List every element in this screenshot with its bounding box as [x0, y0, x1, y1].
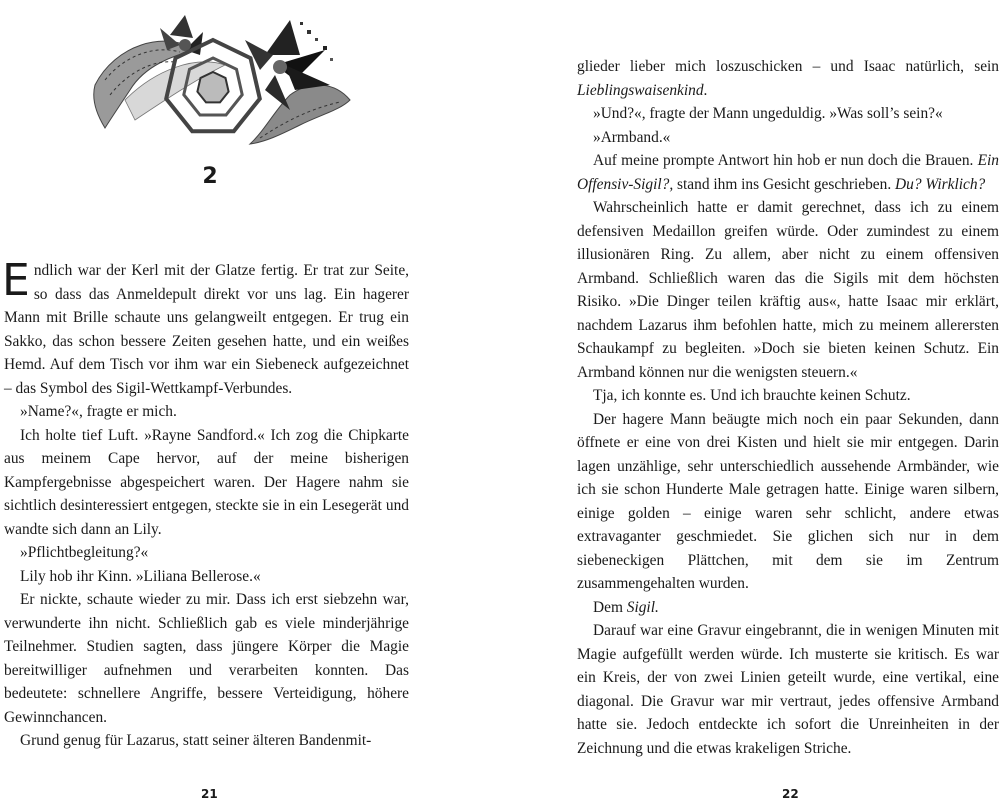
- paragraph: »Pflichtbegleitung?«: [20, 544, 149, 561]
- italic-text: Ein Offensiv-Sigil?,: [577, 152, 999, 193]
- italic-text: Sigil.: [626, 598, 659, 616]
- text-run: Auf meine prompte Antwort hin hob er nun doch die Brauen.: [593, 152, 978, 169]
- paragraph: [2, 255, 409, 400]
- text-run: .: [703, 81, 708, 99]
- italic-text: Lieblingswaisenkind: [577, 81, 704, 99]
- page-number: 22: [782, 787, 799, 801]
- paragraph: »Armband.«: [593, 128, 671, 146]
- text-run: glieder lieber mich loszuschicken – und Isaac natürlich, sein: [577, 58, 999, 75]
- paragraph-text: ndlich war der Kerl mit der Glatze fertig. Er trat zur Seite, so dass das Anmeldepult direkt vor uns lag. Ein hagerer Mann mit Brille schaute uns gelangweilt entgegen. Er trug ein Sakko, das schon bessere Zeiten gesehen hatte, und ein weißes Hemd. Auf dem Tisch vor ihm war ein Siebeneck aufgezeichnet – das Symbol des Sigil-Wettkampf-Verbundes.: [4, 262, 409, 397]
- text-run: Dem: [593, 598, 627, 616]
- paragraph: Er nickte, schaute wieder zu mir. Dass ich erst siebzehn war, verwunderte ihn nicht. Schließlich gab es viele minderjährige Teilnehmer. Studien sagten, dass jüngere Körper die Magie bereitwilliger aufnehmen und verarbeiten konnten. Das bedeutete: schnellere Angriffe, bessere Verteidigung, höhere Gewinnchancen.: [4, 591, 409, 726]
- paragraph: Tja, ich konnte es. Und ich brauchte keinen Schutz.: [593, 387, 911, 404]
- paragraph: [577, 149, 999, 196]
- right-page: [500, 0, 1000, 800]
- fish-scale-band-right: [250, 85, 350, 144]
- page-number: 21: [201, 787, 218, 801]
- italic-text: Du? Wirklich?: [895, 175, 986, 193]
- paragraph: [577, 55, 999, 102]
- chapter-number: 2: [202, 164, 218, 189]
- right-page-body: [577, 55, 999, 760]
- paragraph: Der hagere Mann beäugte mich noch ein paar Sekunden, dann öffnete er eine von drei Kisten und hielt sie mir entgegen. Darin lagen unzählige, sehr unterschiedlich aussehende Armbänder, wie ich sie schon Hunderte Male getragen hatte. Einige waren silbern, einige golden – einige waren sehr schlicht, andere etwas extravaganter geschmiedet. Sie glichen sich nur in dem siebeneckigen Plättchen, mit dem sie im Zentrum zusammengehalten wurden.: [577, 410, 999, 592]
- paragraph: Ich holte tief Luft. »Rayne Sandford.« Ich zog die Chipkarte aus meinem Cape hervor, auf der meine bisherigen Kampfergebnisse abgespeichert waren. Der Hagere nahm sie sichtlich desinteressiert entgegen, steckte sie in ein Lesegerät und wandte sich dann an Lily.: [4, 426, 409, 538]
- paragraph: Wahrscheinlich hatte er damit gerechnet, dass ich zu einem defensiven Medaillon greifen würde. Oder zumindest zu einem illusionären Ring. Zu allem, aber nicht zu einem offensiven Armband. Schließlich waren das die Sigils mit dem höchsten Risiko. »Die Dinger teilen kräftig aus«, hatte Isaac mir erklärt, nachdem Lazarus ihm befohlen hatte, mich zu meinem allerersten Schaukampf zu begleiten. »Doch sie bieten keinen Schutz. Ein Armband können nur die wenigsten steuern.«: [577, 199, 999, 381]
- paragraph: »Und?«, fragte der Mann ungeduldig. »Was soll’s sein?«: [593, 105, 943, 122]
- paragraph: »Name?«, fragte er mich.: [20, 403, 177, 420]
- text-run: stand ihm ins Gesicht geschrieben.: [673, 175, 896, 193]
- drop-cap: E: [2, 255, 30, 306]
- paragraph: Darauf war eine Gravur eingebrannt, die in wenigen Minuten mit Magie aufgefüllt werden würde. Ich musterte sie kritisch. Es war ein Kreis, der von zwei Linien geteilt wurde, eine vertikal, eine diagonal. Die Gravur war mir vertraut, jedes offensive Armband hatte sie. Jedoch entdeckte ich sofort die Unreinheiten in der Zeichnung und die etwas krakeligen Striche.: [577, 622, 999, 757]
- left-page: [0, 0, 500, 800]
- paragraph: Lily hob ihr Kinn. »Liliana Bellerose.«: [20, 567, 261, 585]
- paragraph: Grund genug für Lazarus, statt seiner älteren Bandenmit-: [20, 732, 372, 749]
- paragraph: [577, 596, 999, 620]
- heptagon-flower-ornament: [75, 10, 355, 150]
- left-page-body: [2, 255, 409, 753]
